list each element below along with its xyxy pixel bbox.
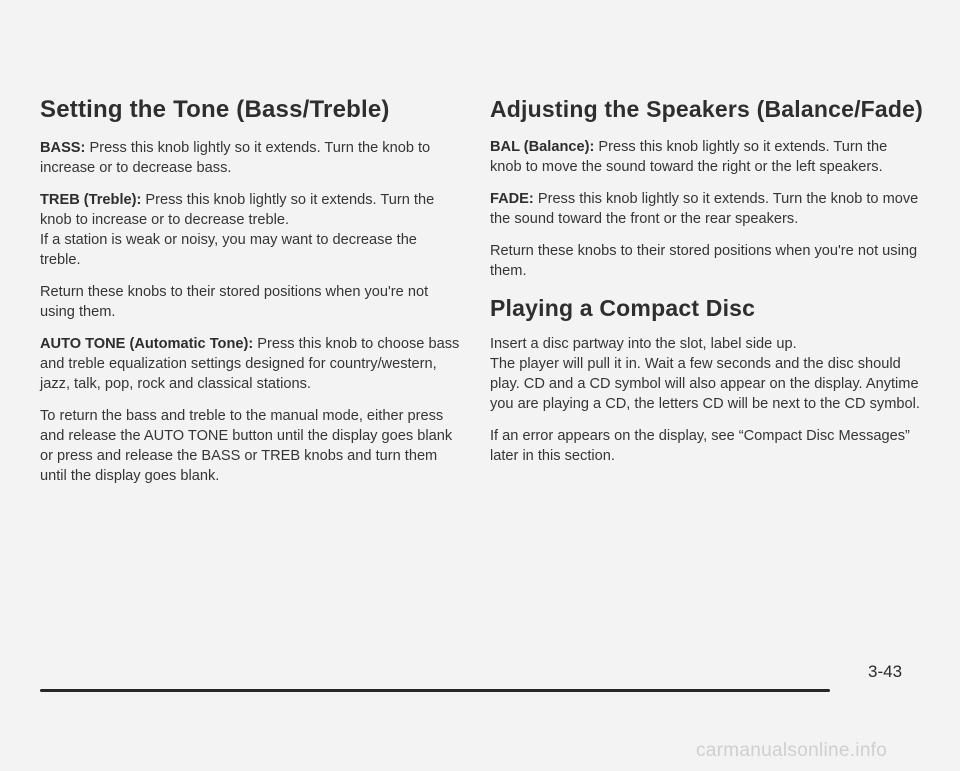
fade-text: Press this knob lightly so it extends. Turn the knob to move the sound toward the front or the rear speakers.: [490, 191, 919, 227]
watermark: carmanualsonline.info: [696, 740, 888, 761]
bass-paragraph: [40, 138, 460, 178]
page-number: 3-43: [868, 662, 903, 681]
manual-mode-text: To return the bass and treble to the manual mode, either press and release the AUTO TONE button until the display goes blank or press and release the BASS or TREB knobs and turn them until the display goes blank.: [40, 408, 453, 484]
auto-tone-text: Press this knob to choose bass and treble equalization settings designed for country/western, jazz, talk, pop, rock and classical stations.: [40, 336, 460, 392]
auto-tone-paragraph: [40, 334, 460, 394]
treble-text: Press this knob lightly so it extends. Turn the knob to increase or to decrease treble.: [40, 192, 435, 228]
treble-paragraph: [40, 190, 460, 230]
cd-insert-text: Insert a disc partway into the slot, label side up.: [490, 336, 797, 352]
cd-player-text: The player will pull it in. Wait a few seconds and the disc should play. CD and a CD symbol will also appear on the display. Anytime you are playing a CD, the letters CD will be next to the CD symbol.: [490, 356, 920, 412]
tone-return-text: Return these knobs to their stored positions when you're not using them.: [40, 284, 429, 320]
bass-text: Press this knob lightly so it extends. Turn the knob to increase or to decrease bass.: [40, 140, 431, 176]
treble-term: TREB (Treble):: [40, 192, 142, 208]
footer-rule: [40, 689, 830, 692]
left-column: [40, 96, 460, 498]
treble-note: If a station is weak or noisy, you may want to decrease the treble.: [40, 232, 417, 268]
balance-term: BAL (Balance):: [490, 139, 595, 155]
cd-error-text: If an error appears on the display, see “Compact Disc Messages” later in this section.: [490, 428, 910, 464]
tone-heading: Setting the Tone (Bass/Treble): [40, 96, 390, 123]
fade-paragraph: [490, 189, 920, 229]
balance-paragraph: [490, 137, 920, 177]
bass-term: BASS:: [40, 140, 86, 156]
speakers-heading: Adjusting the Speakers (Balance/Fade): [490, 96, 924, 122]
balance-text: Press this knob lightly so it extends. Turn the knob to move the sound toward the right or the left speakers.: [490, 139, 888, 175]
speakers-return-text: Return these knobs to their stored positions when you're not using them.: [490, 243, 918, 279]
right-column: [490, 96, 924, 478]
fade-term: FADE:: [490, 191, 534, 207]
auto-tone-term: AUTO TONE (Automatic Tone):: [40, 336, 254, 352]
cd-heading: Playing a Compact Disc: [490, 295, 756, 321]
